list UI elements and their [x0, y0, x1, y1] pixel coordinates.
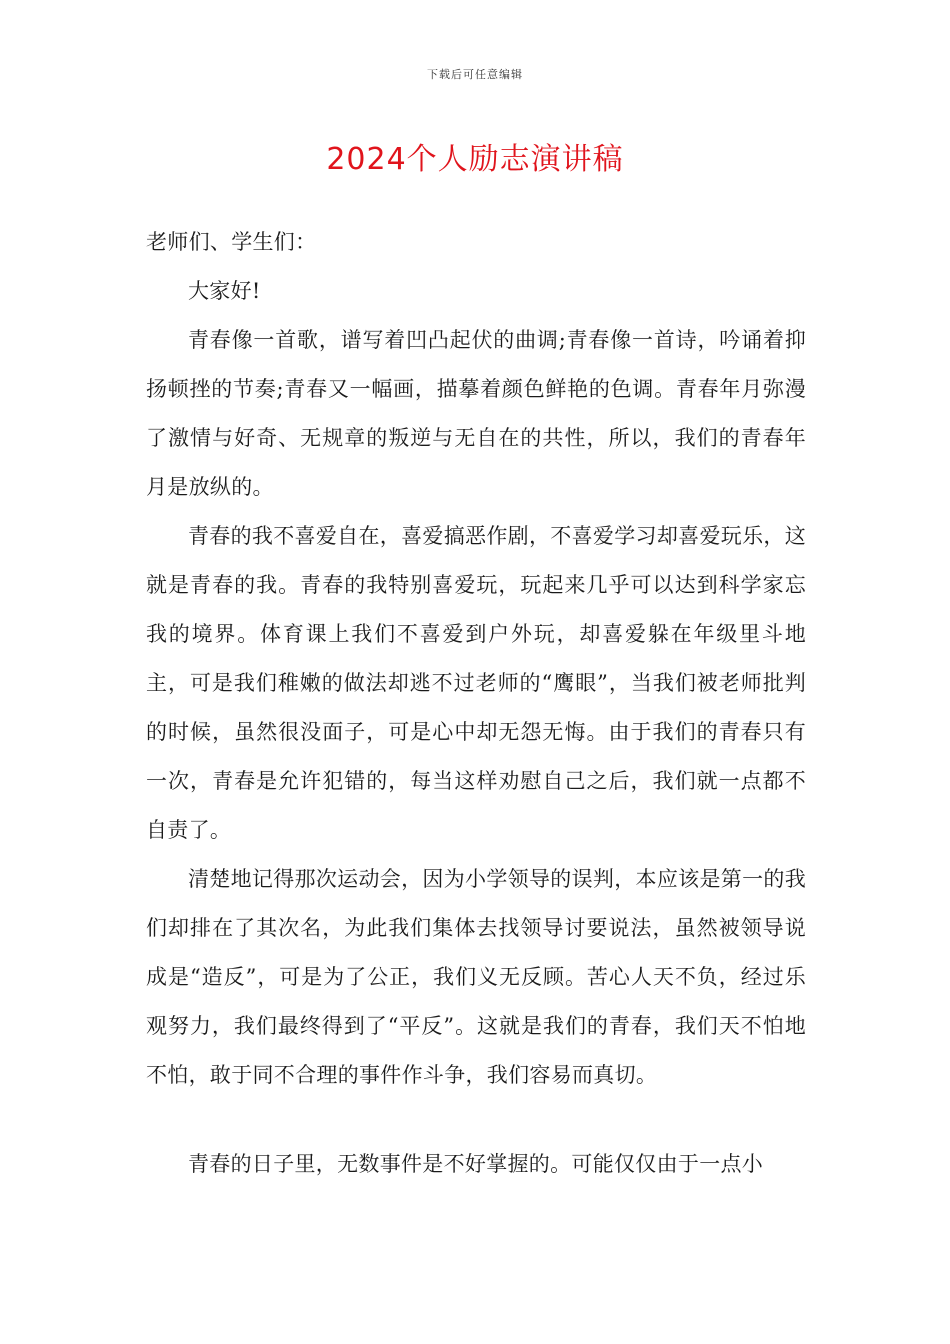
paragraph-greeting: 大家好! [188, 279, 261, 303]
document-title: 2024个人励志演讲稿 [326, 142, 624, 177]
paragraph: 青春的我不喜爱自在，喜爱搞恶作剧，不喜爱学习却喜爱玩乐，这就是青春的我。青春的我特别喜爱玩，玩起来几乎可以达到科学家忘我的境界。体育课上我们不喜爱到户外玩，却喜爱躲在年级里斗地主，可是我们稚嫩的做法却逃不过老师的“鹰眼”，当我们被老师批判的时候，虽然很没面子，可是心中却无怨无悔。由于我们的青春只有一次，青春是允许犯错的，每当这样劝慰自己之后，我们就一点都不自责了。 [146, 524, 806, 842]
document-body [146, 218, 806, 1189]
paragraph: 青春像一首歌，谱写着凹凸起伏的曲调;青春像一首诗，吟诵着抑扬顿挫的节奏;青春又一幅画，描摹着颜色鲜艳的色调。青春年月弥漫了激情与好奇、无规章的叛逆与无自在的共性，所以，我们的青春年月是放纵的。 [146, 328, 806, 499]
paragraph: 青春的日子里，无数事件是不好掌握的。可能仅仅由于一点小 [188, 1152, 764, 1176]
header-note: 下载后可任意编辑 [427, 68, 523, 81]
salutation: 老师们、学生们： [146, 230, 317, 254]
paragraph: 清楚地记得那次运动会，因为小学领导的误判，本应该是第一的我们却排在了其次名，为此我们集体去找领导讨要说法，虽然被领导说成是“造反”，可是为了公正，我们义无反顾。苦心人天不负，经过乐观努力，我们最终得到了“平反”。这就是我们的青春，我们天不怕地不怕，敢于同不合理的事件作斗争，我们容易而真切。 [146, 867, 806, 1087]
